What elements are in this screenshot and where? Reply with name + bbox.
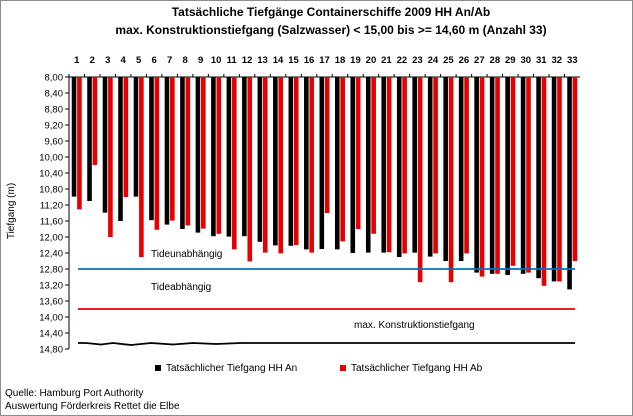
x-tick-label: 3 xyxy=(105,55,111,66)
bar-ab xyxy=(201,77,206,229)
bar-an xyxy=(552,77,557,281)
x-tick-label: 4 xyxy=(120,55,126,66)
bar-an xyxy=(227,77,232,237)
bar-an xyxy=(180,77,185,229)
legend xyxy=(155,363,483,374)
bar-ab xyxy=(170,77,175,221)
x-tick-label: 32 xyxy=(551,55,563,66)
y-tick-label: 9,60 xyxy=(44,136,63,148)
bar-ab xyxy=(340,77,345,241)
y-tick-label: 14,80 xyxy=(39,344,63,356)
bar-an xyxy=(381,77,386,253)
bar-an xyxy=(273,77,278,245)
bar-an xyxy=(505,77,510,275)
y-axis-label: Tiefgang (m) xyxy=(6,182,17,240)
bar-an xyxy=(536,77,541,278)
bar-an xyxy=(567,77,572,289)
x-tick-label: 25 xyxy=(443,55,454,66)
x-tick-label: 22 xyxy=(396,55,408,66)
y-tick-label: 14,00 xyxy=(39,312,63,324)
y-tick-label: 8,80 xyxy=(44,104,63,116)
bar-ab xyxy=(356,77,361,229)
x-tick-label: 21 xyxy=(381,55,392,66)
bar-an xyxy=(412,77,417,253)
x-tick-label: 15 xyxy=(288,55,299,66)
bar-ab xyxy=(526,77,531,273)
legend-label-an: Tatsächlicher Tiefgang HH An xyxy=(166,363,298,374)
x-tick-label: 19 xyxy=(350,55,361,66)
x-tick-label: 27 xyxy=(474,55,485,66)
bar-ab xyxy=(77,77,82,209)
x-tick-label: 23 xyxy=(412,55,423,66)
reference-label-konstruktionstiefgang: max. Konstruktionstiefgang xyxy=(354,320,475,331)
bar-an xyxy=(350,77,355,253)
bar-ab xyxy=(557,77,562,281)
legend-label-ab: Tatsächlicher Tiefgang HH Ab xyxy=(351,363,483,374)
y-tick-label: 10,40 xyxy=(39,168,63,180)
x-tick-label: 13 xyxy=(257,55,268,66)
y-tick-label: 12,00 xyxy=(39,232,63,244)
bar-ab xyxy=(294,77,299,245)
x-tick-label: 8 xyxy=(182,55,188,66)
x-tick-label: 12 xyxy=(241,55,253,66)
x-tick-label: 11 xyxy=(226,55,237,66)
bar-ab xyxy=(93,77,98,165)
bar-an xyxy=(521,77,526,274)
y-tick-label: 12,80 xyxy=(39,264,63,276)
x-tick-label: 6 xyxy=(151,55,157,66)
bar-an xyxy=(474,77,479,273)
bar-ab xyxy=(108,77,113,237)
x-tick-label: 33 xyxy=(566,55,578,66)
bar-ab xyxy=(232,77,237,249)
bar-an xyxy=(428,77,433,257)
x-tick-label: 17 xyxy=(319,55,330,66)
legend-swatch-an xyxy=(155,365,161,371)
bar-an xyxy=(134,77,139,197)
x-tick-label: 24 xyxy=(427,55,439,66)
bar-ab xyxy=(325,77,330,213)
bar-ab xyxy=(263,77,268,253)
y-tick-label: 9,20 xyxy=(44,120,63,132)
bar-an xyxy=(366,77,371,253)
bar-an xyxy=(304,77,309,249)
bar-an xyxy=(459,77,464,261)
reference-label-tideunabhaengig: Tideunabhängig xyxy=(151,249,223,260)
reference-label-tideabhaengig: Tideabhängig xyxy=(151,282,212,293)
y-tick-label: 13,20 xyxy=(39,280,63,292)
bar-an xyxy=(103,77,108,213)
bar-an xyxy=(320,77,325,249)
x-tick-label: 10 xyxy=(210,55,222,66)
bar-ab xyxy=(217,77,222,234)
bar-ab xyxy=(371,77,376,234)
chart-title: Tatsächliche Tiefgänge Containerschiffe 2009 HH An/Ab xyxy=(171,5,491,19)
bar-ab xyxy=(155,77,160,230)
y-tick-label: 12,40 xyxy=(39,248,63,260)
x-tick-label: 1 xyxy=(74,55,80,66)
y-tick-label: 10,00 xyxy=(39,152,63,164)
reference-line-konstruktionstiefgang xyxy=(78,343,575,345)
x-tick-label: 29 xyxy=(505,55,516,66)
footer-source: Quelle: Hamburg Port Authority xyxy=(5,388,144,399)
x-tick-label: 26 xyxy=(458,55,470,66)
x-tick-label: 16 xyxy=(303,55,315,66)
bar-ab xyxy=(542,77,547,286)
x-tick-label: 5 xyxy=(136,55,142,66)
bar-ab xyxy=(139,77,144,257)
bar-ab xyxy=(186,77,191,225)
bar-ab xyxy=(387,77,392,252)
bar-ab xyxy=(402,77,407,253)
y-tick-label: 13,60 xyxy=(39,296,63,308)
bar-an xyxy=(196,77,201,233)
y-tick-label: 14,40 xyxy=(39,328,63,340)
x-tick-label: 30 xyxy=(520,55,532,66)
y-tick-label: 8,40 xyxy=(44,88,63,100)
y-tick-label: 11,20 xyxy=(39,200,63,212)
bar-ab xyxy=(124,77,129,197)
x-tick-label: 2 xyxy=(89,55,95,66)
bar-ab xyxy=(278,77,283,253)
legend-swatch-ab xyxy=(340,365,346,371)
bar-an xyxy=(490,77,495,274)
bar-ab xyxy=(449,77,454,282)
bar-an xyxy=(443,77,448,261)
y-tick-label: 11,60 xyxy=(39,216,63,228)
bar-an xyxy=(335,77,340,249)
bar-an xyxy=(72,77,77,197)
x-tick-label: 28 xyxy=(489,55,501,66)
bar-an xyxy=(165,77,170,225)
bar-ab xyxy=(480,77,485,277)
x-tick-label: 9 xyxy=(197,55,204,66)
y-tick-label: 8,00 xyxy=(44,72,63,84)
bar-an xyxy=(87,77,92,201)
chart-subtitle: max. Konstruktionstiefgang (Salzwasser) < 15,00 bis >= 14,60 m (Anzahl 33) xyxy=(115,23,547,37)
bar-ab xyxy=(511,77,516,266)
x-tick-label: 31 xyxy=(535,55,547,66)
chart-svg xyxy=(1,1,632,415)
plot-area xyxy=(39,55,580,356)
bar-ab xyxy=(418,77,423,282)
y-tick-label: 10,80 xyxy=(39,184,63,196)
bar-an xyxy=(258,77,263,242)
bar-an xyxy=(118,77,123,221)
x-tick-label: 7 xyxy=(167,55,173,66)
footer-credit: Auswertung Förderkreis Rettet die Elbe xyxy=(5,401,180,412)
bar-ab xyxy=(495,77,500,274)
x-tick-label: 14 xyxy=(272,55,284,66)
bar-ab xyxy=(247,77,252,261)
bar-ab xyxy=(573,77,578,261)
bar-ab xyxy=(464,77,469,253)
bar-ab xyxy=(433,77,438,253)
x-tick-label: 20 xyxy=(365,55,377,66)
bar-an xyxy=(289,77,294,246)
bar-an xyxy=(242,77,247,236)
bar-an xyxy=(397,77,402,257)
x-tick-label: 18 xyxy=(334,55,346,66)
bar-ab xyxy=(309,77,314,253)
bar-an xyxy=(211,77,216,236)
bar-an xyxy=(149,77,154,220)
